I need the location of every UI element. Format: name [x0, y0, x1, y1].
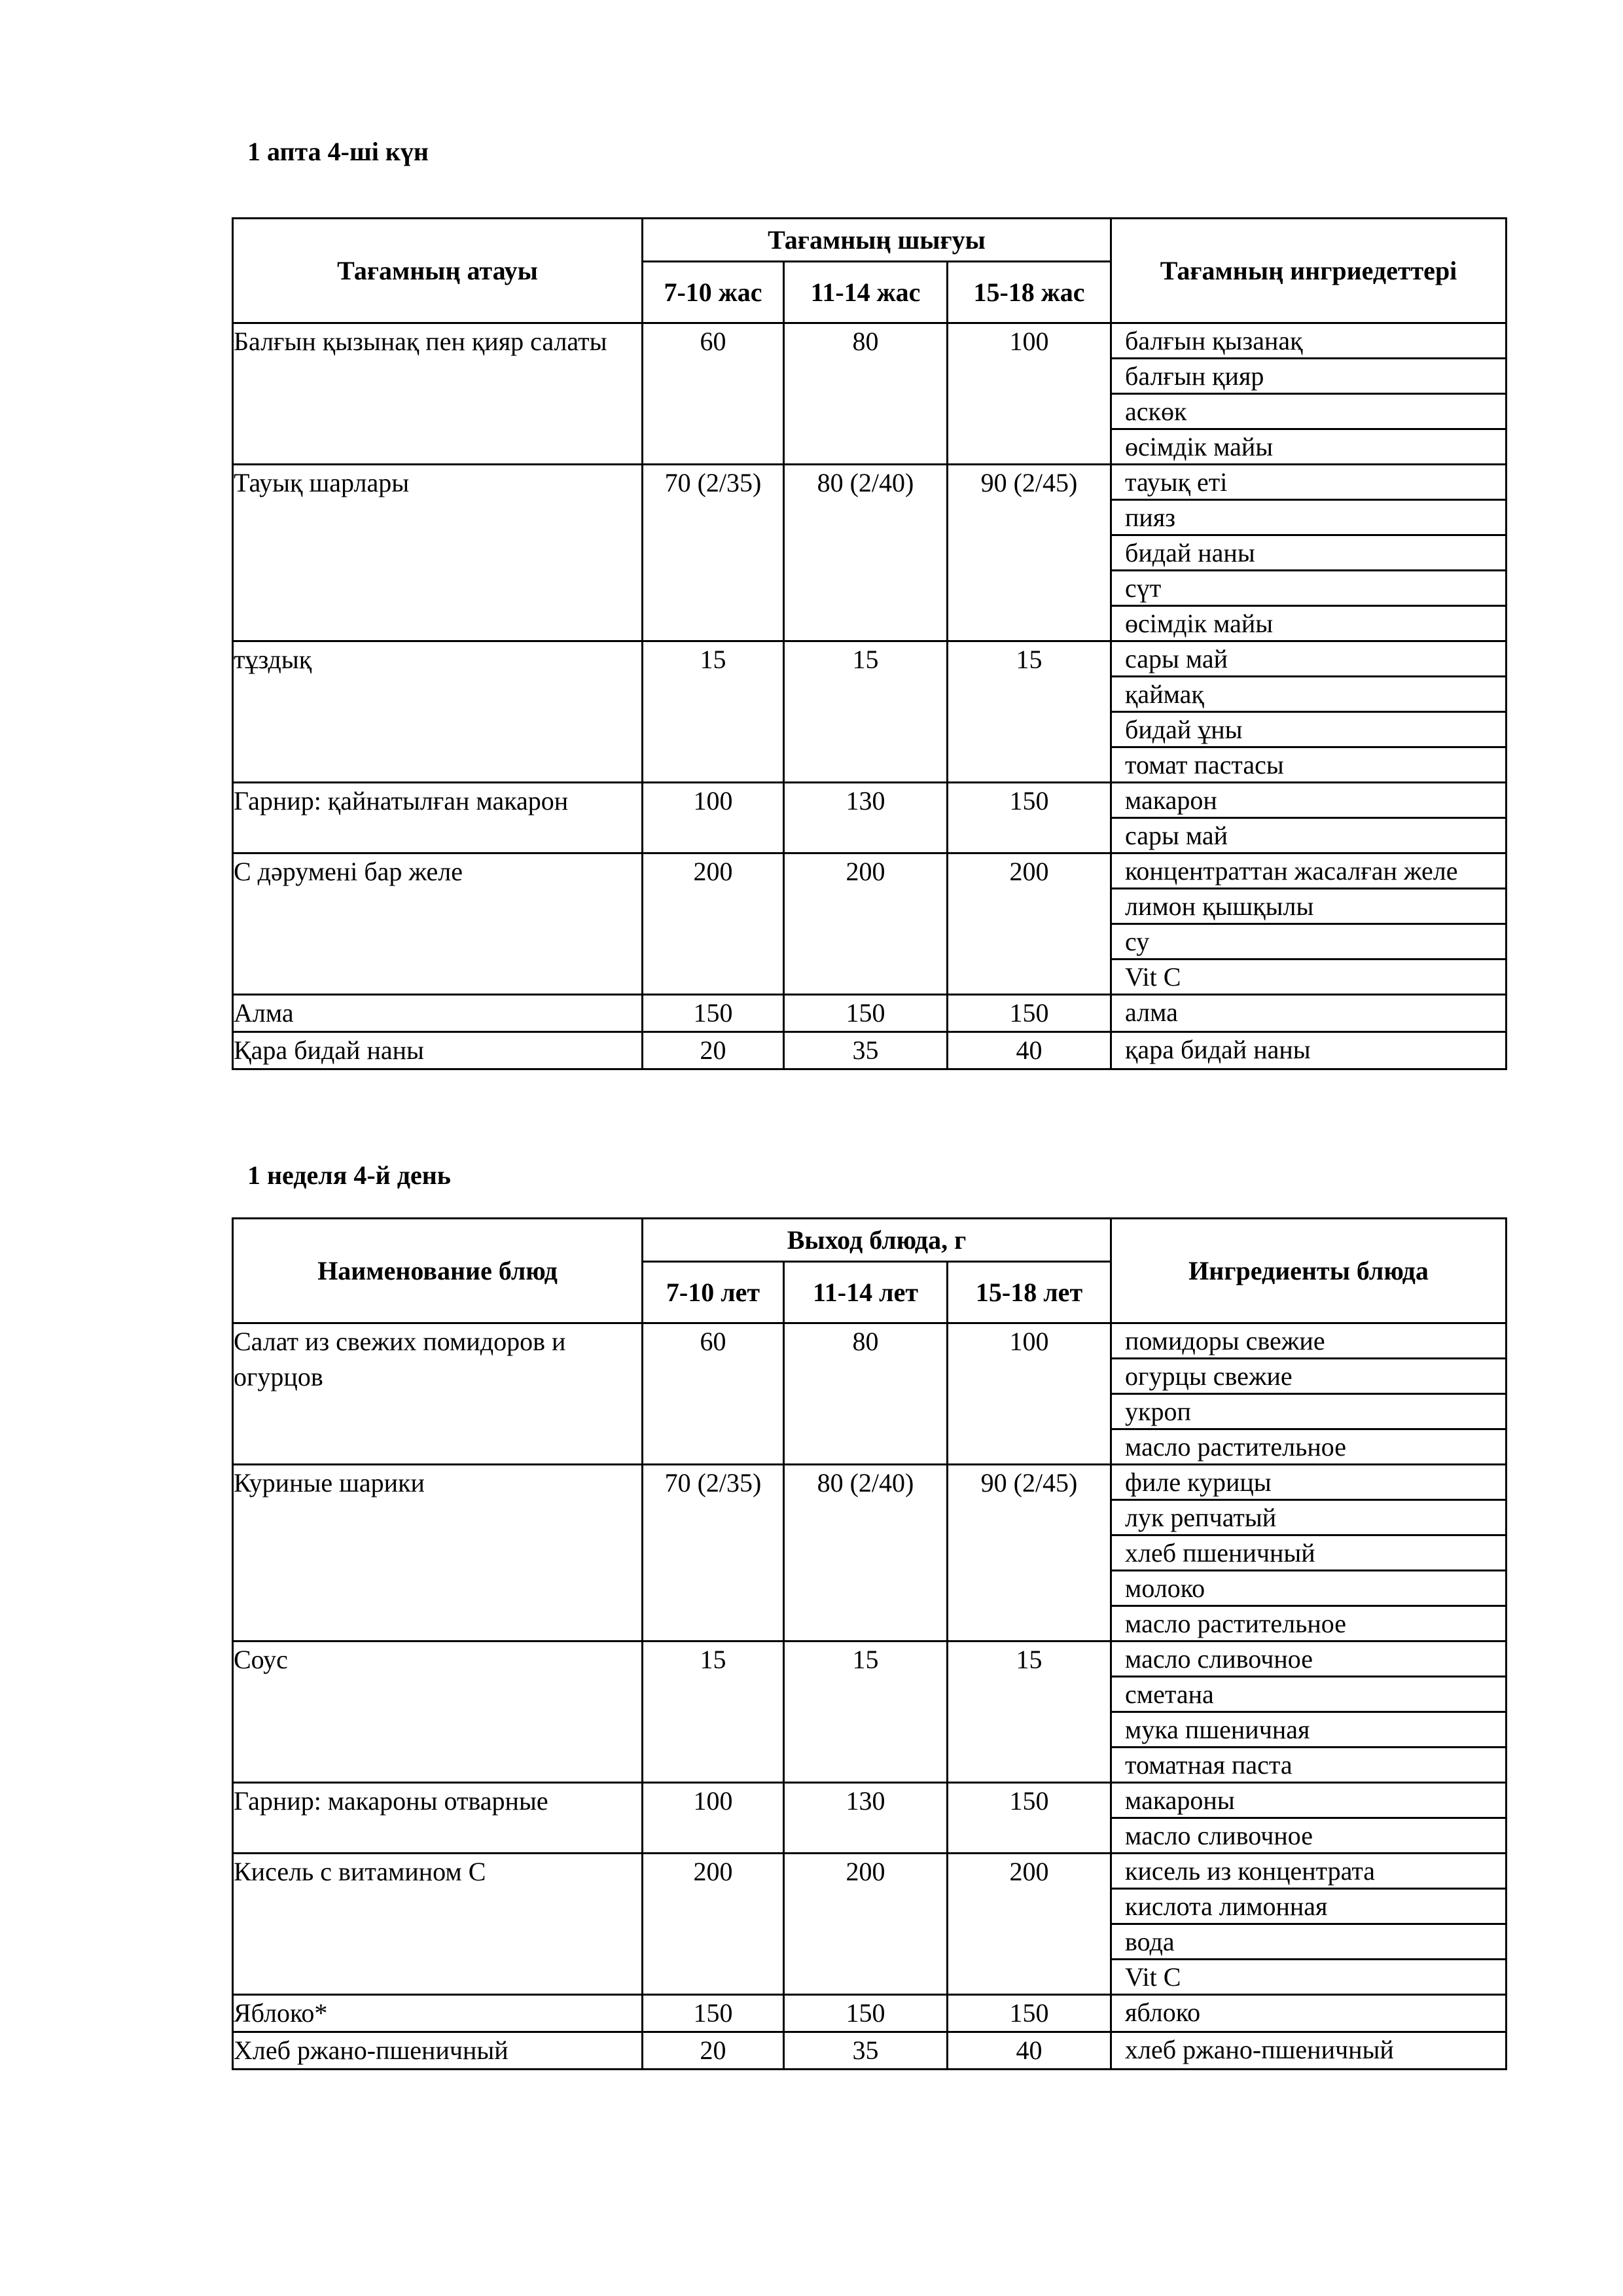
ingredient: томатная паста [1125, 1750, 1293, 1780]
ingredient: лук репчатый [1112, 1501, 1505, 1536]
ru-header-name: Наименование блюд [233, 1219, 643, 1323]
kz-header-age-7-10: 7-10 жас [643, 262, 784, 323]
ingredient-list [1112, 465, 1505, 640]
dish-name: Салат из свежих помидоров и огурцов [233, 1323, 643, 1465]
dish-name: Алма [233, 995, 643, 1032]
kz-header-age-15-18: 15-18 жас [948, 262, 1111, 323]
portion-a2: 150 [784, 1995, 948, 2032]
ingredient-list [1112, 1996, 1505, 2029]
portion-a3: 150 [948, 783, 1111, 853]
ru-header-age-15-18: 15-18 лет [948, 1262, 1111, 1323]
ingredient: Vit C [1125, 1962, 1181, 1992]
kz-header-output: Тағамның шығуы [643, 219, 1111, 262]
portion-a3: 200 [948, 1854, 1111, 1995]
portion-a2: 35 [784, 2032, 948, 2070]
ingredient: огурцы свежие [1112, 1359, 1505, 1395]
ingredient: аскөк [1112, 395, 1505, 430]
table-row [233, 783, 1507, 853]
portion-a2: 200 [784, 853, 948, 995]
dish-name: Кисель с витамином С [233, 1854, 643, 1995]
ru-menu-table [232, 1217, 1507, 2070]
table-row [233, 641, 1507, 783]
table-row [233, 1323, 1507, 1465]
ingredient: сметана [1112, 1677, 1505, 1713]
ingredient: бидай наны [1112, 536, 1505, 571]
ingredient: укроп [1112, 1395, 1505, 1430]
kz-header-ingredients: Тағамның ингриедеттері [1111, 219, 1507, 323]
table-row [233, 1465, 1507, 1641]
portion-a3: 150 [948, 995, 1111, 1032]
ingredients-cell [1111, 1854, 1507, 1995]
table-row [233, 1783, 1507, 1854]
portion-a2: 150 [784, 995, 948, 1032]
table-row [233, 323, 1507, 465]
ingredient: кисель из концентрата [1112, 1854, 1505, 1890]
table-row [233, 1032, 1507, 1069]
ingredients-cell [1111, 1641, 1507, 1783]
ingredient: қара бидай наны [1125, 1035, 1311, 1064]
ru-table-body [233, 1323, 1507, 2070]
portion-a1: 150 [643, 995, 784, 1032]
portion-a2: 15 [784, 641, 948, 783]
ingredient-list [1112, 996, 1505, 1029]
ingredient: бидай ұны [1112, 713, 1505, 748]
portion-a1: 70 (2/35) [643, 1465, 784, 1641]
ingredients-cell [1111, 1783, 1507, 1854]
ingredient: балғын қияр [1112, 359, 1505, 395]
dish-name: С дәрумені бар желе [233, 853, 643, 995]
ingredients-cell [1111, 1323, 1507, 1465]
portion-a3: 40 [948, 2032, 1111, 2070]
ingredient: сүт [1112, 571, 1505, 607]
ingredient: лимон қышқылы [1112, 889, 1505, 925]
portion-a1: 200 [643, 1854, 784, 1995]
kz-header-name: Тағамның атауы [233, 219, 643, 323]
ingredient: макароны [1112, 1784, 1505, 1819]
portion-a1: 150 [643, 1995, 784, 2032]
table-row [233, 465, 1507, 641]
ingredient-list [1112, 783, 1505, 852]
dish-name: Яблоко* [233, 1995, 643, 2032]
ingredients-cell [1111, 2032, 1507, 2070]
ingredient: филе курицы [1112, 1465, 1505, 1501]
portion-a1: 100 [643, 1783, 784, 1854]
ingredient-list [1112, 854, 1505, 994]
portion-a2: 15 [784, 1641, 948, 1783]
portion-a2: 80 [784, 1323, 948, 1465]
dish-name: Куриные шарики [233, 1465, 643, 1641]
ingredients-cell [1111, 1032, 1507, 1069]
ingredients-cell [1111, 1465, 1507, 1641]
ingredient: хлеб пшеничный [1112, 1536, 1505, 1571]
ingredients-cell [1111, 1995, 1507, 2032]
dish-name: Хлеб ржано-пшеничный [233, 2032, 643, 2070]
portion-a3: 40 [948, 1032, 1111, 1069]
dish-name: Гарнир: қайнатылған макарон [233, 783, 643, 853]
ru-header-age-11-14: 11-14 лет [784, 1262, 948, 1323]
ingredient-list [1112, 324, 1505, 463]
table-row [233, 1854, 1507, 1995]
ingredient-list [1112, 1033, 1505, 1066]
ingredient: тауық еті [1112, 465, 1505, 501]
ingredient-list [1112, 1642, 1505, 1782]
ingredient: молоко [1112, 1571, 1505, 1607]
table-row [233, 2032, 1507, 2070]
ingredient: хлеб ржано-пшеничный [1125, 2035, 1394, 2064]
ingredients-cell [1111, 641, 1507, 783]
portion-a1: 70 (2/35) [643, 465, 784, 641]
portion-a3: 150 [948, 1783, 1111, 1854]
ingredient: сары май [1125, 821, 1228, 850]
portion-a1: 100 [643, 783, 784, 853]
ingredient: кислота лимонная [1112, 1890, 1505, 1925]
kz-menu-table [232, 217, 1507, 1070]
dish-name: Гарнир: макароны отварные [233, 1783, 643, 1854]
ingredients-cell [1111, 995, 1507, 1032]
ingredient: Vit C [1125, 962, 1181, 992]
ingredients-cell [1111, 323, 1507, 465]
portion-a1: 20 [643, 2032, 784, 2070]
ingredient: алма [1125, 997, 1178, 1027]
table-row [233, 1995, 1507, 2032]
ingredient: вода [1112, 1925, 1505, 1960]
ingredient: мука пшеничная [1112, 1713, 1505, 1748]
table-row [233, 853, 1507, 995]
ingredient-list [1112, 1854, 1505, 1994]
ingredient: су [1112, 925, 1505, 960]
ru-header-output: Выход блюда, г [643, 1219, 1111, 1262]
portion-a2: 80 (2/40) [784, 465, 948, 641]
ru-header-ingredients: Ингредиенты блюда [1111, 1219, 1507, 1323]
portion-a1: 20 [643, 1032, 784, 1069]
portion-a3: 100 [948, 323, 1111, 465]
ingredient: өсімдік майы [1125, 432, 1274, 461]
portion-a3: 150 [948, 1995, 1111, 2032]
ingredient: концентраттан жасалған желе [1112, 854, 1505, 889]
portion-a3: 90 (2/45) [948, 465, 1111, 641]
table-row [233, 1641, 1507, 1783]
portion-a2: 130 [784, 1783, 948, 1854]
ingredient: масло растительное [1125, 1609, 1347, 1638]
portion-a2: 35 [784, 1032, 948, 1069]
portion-a1: 60 [643, 323, 784, 465]
ingredient: балғын қызанақ [1112, 324, 1505, 359]
portion-a2: 80 [784, 323, 948, 465]
portion-a2: 80 (2/40) [784, 1465, 948, 1641]
portion-a3: 90 (2/45) [948, 1465, 1111, 1641]
ru-heading: 1 неделя 4-й день [247, 1160, 451, 1190]
dish-name: Тауық шарлары [233, 465, 643, 641]
kz-heading: 1 апта 4-ші күн [247, 137, 429, 166]
ingredient: пияз [1112, 501, 1505, 536]
portion-a3: 15 [948, 641, 1111, 783]
portion-a2: 130 [784, 783, 948, 853]
ingredient: яблоко [1125, 1998, 1201, 2027]
portion-a1: 15 [643, 1641, 784, 1783]
ingredient-list [1112, 642, 1505, 781]
ingredient: масло сливочное [1112, 1642, 1505, 1677]
table-row [233, 995, 1507, 1032]
portion-a2: 200 [784, 1854, 948, 1995]
ingredients-cell [1111, 853, 1507, 995]
ingredient-list [1112, 2033, 1505, 2066]
dish-name: Балғын қызынақ пен қияр салаты [233, 323, 643, 465]
ingredient-list [1112, 1324, 1505, 1463]
ingredient: масло сливочное [1125, 1821, 1313, 1850]
ru-header-age-7-10: 7-10 лет [643, 1262, 784, 1323]
ingredient: макарон [1112, 783, 1505, 819]
ingredients-cell [1111, 465, 1507, 641]
ingredient: сары май [1112, 642, 1505, 677]
ingredient: өсімдік майы [1125, 609, 1274, 638]
portion-a3: 200 [948, 853, 1111, 995]
portion-a1: 15 [643, 641, 784, 783]
ingredient-list [1112, 1465, 1505, 1640]
ingredient: қаймақ [1112, 677, 1505, 713]
ingredient: помидоры свежие [1112, 1324, 1505, 1359]
ingredients-cell [1111, 783, 1507, 853]
portion-a1: 60 [643, 1323, 784, 1465]
dish-name: тұздық [233, 641, 643, 783]
dish-name: Қара бидай наны [233, 1032, 643, 1069]
ingredient: масло растительное [1125, 1432, 1347, 1462]
kz-header-age-11-14: 11-14 жас [784, 262, 948, 323]
dish-name: Соус [233, 1641, 643, 1783]
ingredient: томат пастасы [1125, 750, 1284, 780]
portion-a3: 15 [948, 1641, 1111, 1783]
kz-table-body [233, 323, 1507, 1069]
portion-a1: 200 [643, 853, 784, 995]
ingredient-list [1112, 1784, 1505, 1852]
portion-a3: 100 [948, 1323, 1111, 1465]
